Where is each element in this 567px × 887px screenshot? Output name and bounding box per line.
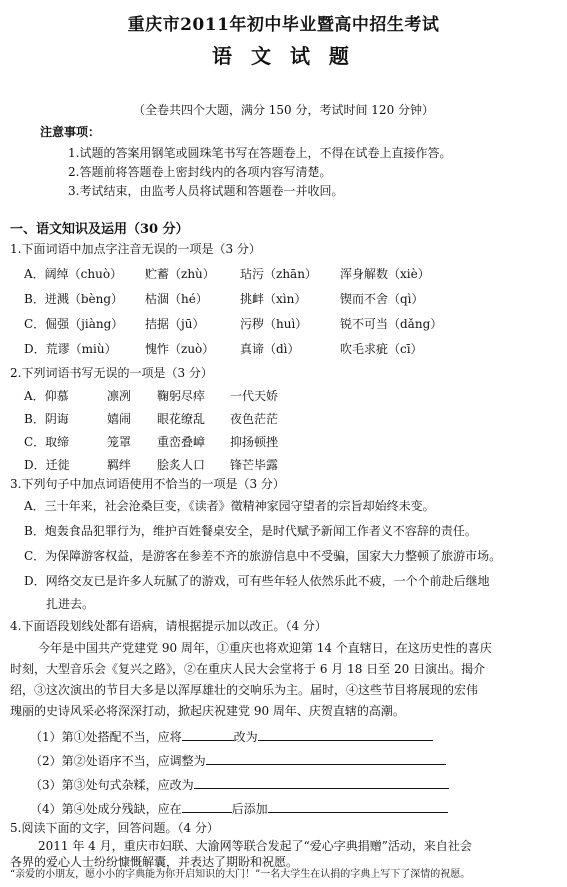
q1-option-c-2: 拮据（jū） — [145, 317, 205, 331]
q4-passage-1: 今年是中国共产党建党 90 周年，①重庆也将欢迎第 14 个直辖日，在这历史性的喜庆 — [38, 641, 492, 655]
q4-item-4-blank-b[interactable] — [268, 800, 448, 813]
q4-item-1-blank-b[interactable] — [258, 728, 433, 741]
q3-option-b: B．炮轰食品犯罪行为，维护百姓餐桌安全，是时代赋予新闻工作者义不容辞的责任。 — [24, 524, 477, 538]
q4-item-4 — [30, 800, 448, 817]
q1-option-a-3: 玷污（zhān） — [240, 267, 317, 281]
q4-item-1-pre: （1）第①处搭配不当，应将 — [30, 730, 182, 744]
q4-item-1 — [30, 728, 433, 745]
q4-item-3-blank[interactable] — [194, 776, 449, 789]
q1-option-b-1: B．迸溅（bèng） — [24, 292, 124, 306]
q1-option-c-1: C．倔强（jiàng） — [24, 317, 124, 331]
q3-option-d: D．网络交友已是许多人玩腻了的游戏，可有些年轻人依然乐此不疲，一个个前赴后继地 — [24, 574, 490, 588]
q4-item-2-blank[interactable] — [206, 752, 446, 765]
q1-option-d-4: 吹毛求疵（cī） — [340, 342, 423, 356]
q3-option-a: A．三十年来，社会沧桑巨变，《读者》徵精神家园守望者的宗旨却始终未变。 — [24, 499, 435, 513]
q2-option-c-2: 笼罩 — [107, 435, 132, 449]
q4-passage-3: 绍，③这次演出的节目大多是以浑厚雄壮的交响乐为主。届时，④这些节目将展现的宏伟 — [10, 683, 479, 697]
section-heading: 一、语文知识及运用（30 分） — [10, 222, 189, 237]
exam-note: （全卷共四个大题，满分 150 分，考试时间 120 分钟） — [132, 103, 435, 117]
q1-option-a-2: 贮蓄（zhù） — [145, 267, 215, 281]
q2-option-d-3: 脍炙人口 — [157, 458, 206, 472]
q2-stem: 2.下列词语书写无误的一项是（3 分） — [10, 366, 213, 380]
q5-passage-3: “亲爱的小朋友，愿小小的字典能为你开启知识的大门！”一名大学生在认捐的字典上写下了深情的祝愿。 — [10, 869, 471, 880]
q4-item-1-mid: 改为 — [233, 730, 258, 744]
q2-option-b-1: B．阴诲 — [24, 412, 69, 426]
q4-item-2 — [30, 752, 446, 769]
q4-item-3-pre: （3）第③处句式杂糅，应改为 — [30, 778, 194, 792]
notice-item-1: 1.试题的答案用钢笔或圆珠笔书写在答题卷上，不得在试卷上直接作答。 — [68, 146, 452, 160]
q2-option-a-4: 一代天娇 — [230, 389, 279, 403]
q1-option-c-3: 污秽（huì） — [240, 317, 308, 331]
q1-option-b-3: 挑衅（xìn） — [240, 292, 307, 306]
exam-title: 重庆市2011年初中毕业暨高中招生考试 — [127, 15, 440, 35]
q2-option-d-2: 羁绊 — [107, 458, 132, 472]
q2-option-c-1: C．取缔 — [24, 435, 70, 449]
q1-option-a-4: 浑身解数（xiè） — [340, 267, 430, 281]
q5-stem: 5.阅读下面的文字，回答问题。（4 分） — [10, 821, 219, 835]
q2-option-c-4: 抑扬顿挫 — [230, 435, 279, 449]
q2-option-b-2: 嬉闹 — [107, 412, 132, 426]
notice-heading: 注意事项： — [40, 125, 101, 139]
q1-option-d-1: D．荒谬（miù） — [24, 342, 117, 356]
q2-option-d-4: 锋芒毕露 — [230, 458, 279, 472]
q1-option-d-2: 愧怍（zuò） — [145, 342, 215, 356]
q4-item-4-mid: 后添加 — [231, 802, 268, 816]
q2-option-c-3: 重峦叠嶂 — [157, 435, 206, 449]
q4-item-1-blank-a[interactable] — [182, 728, 234, 741]
notice-item-3: 3.考试结束，由监考人员将试题和答题卷一并收回。 — [68, 184, 344, 198]
q4-item-4-blank-a[interactable] — [182, 800, 232, 813]
q1-option-d-3: 真谛（dì） — [240, 342, 300, 356]
q4-passage-2: 时刻，大型音乐会《复兴之路》，②在重庆人民大会堂将于 6 月 18 日至 20 日演出。揭介 — [10, 662, 486, 676]
q3-option-c: C．为保障游客权益，是游客在参差不齐的旅游信息中不受骗，国家大力整顿了旅游市场。 — [24, 549, 502, 563]
q4-stem: 4.下面语段划线处都有语病，请根据提示加以改正。（4 分） — [10, 619, 327, 633]
q4-passage-4: 瑰丽的史诗风采必将深深打动，掀起庆祝建党 90 周年、庆贺直辖的高潮。 — [10, 704, 405, 718]
q3-stem: 3.下列句子中加点词语使用不恰当的一项是（3 分） — [10, 477, 285, 491]
q2-option-a-2: 凛冽 — [107, 389, 132, 403]
q1-option-c-4: 锐不可当（dǎng） — [340, 317, 443, 331]
q5-passage-1: 2011 年 4 月，重庆市妇联、大渝网等联合发起了“爱心字典捐赠”活动，来自社会 — [38, 839, 472, 853]
q4-item-4-pre: （4）第④处成分残缺，应在 — [30, 802, 182, 816]
q1-option-b-2: 枯涸（hé） — [145, 292, 208, 306]
subject-title: 语 文 试 题 — [212, 44, 355, 68]
q2-option-a-1: A．仰慕 — [24, 389, 69, 403]
q2-option-d-1: D．迁徙 — [24, 458, 70, 472]
q2-option-b-3: 眼花缭乱 — [157, 412, 206, 426]
q1-option-a-1: A．阔绰（chuò） — [24, 267, 123, 281]
q4-item-2-pre: （2）第②处语序不当，应调整为 — [30, 754, 206, 768]
q5-passage-2: 各界的爱心人士纷纷慷慨解囊，并表达了期盼和祝愿。 — [10, 855, 299, 869]
q3-option-d-cont: 扎进去。 — [46, 597, 95, 611]
q1-option-b-4: 锲而不舍（qì） — [340, 292, 424, 306]
q2-option-a-3: 鞠躬尽瘁 — [157, 389, 206, 403]
q2-option-b-4: 夜色茫茫 — [230, 412, 279, 426]
q1-stem: 1.下面词语中加点字注音无误的一项是（3 分） — [10, 242, 261, 256]
notice-item-2: 2.答题前将答题卷上密封线内的各项内容写清楚。 — [68, 165, 332, 179]
q4-item-3 — [30, 776, 449, 793]
